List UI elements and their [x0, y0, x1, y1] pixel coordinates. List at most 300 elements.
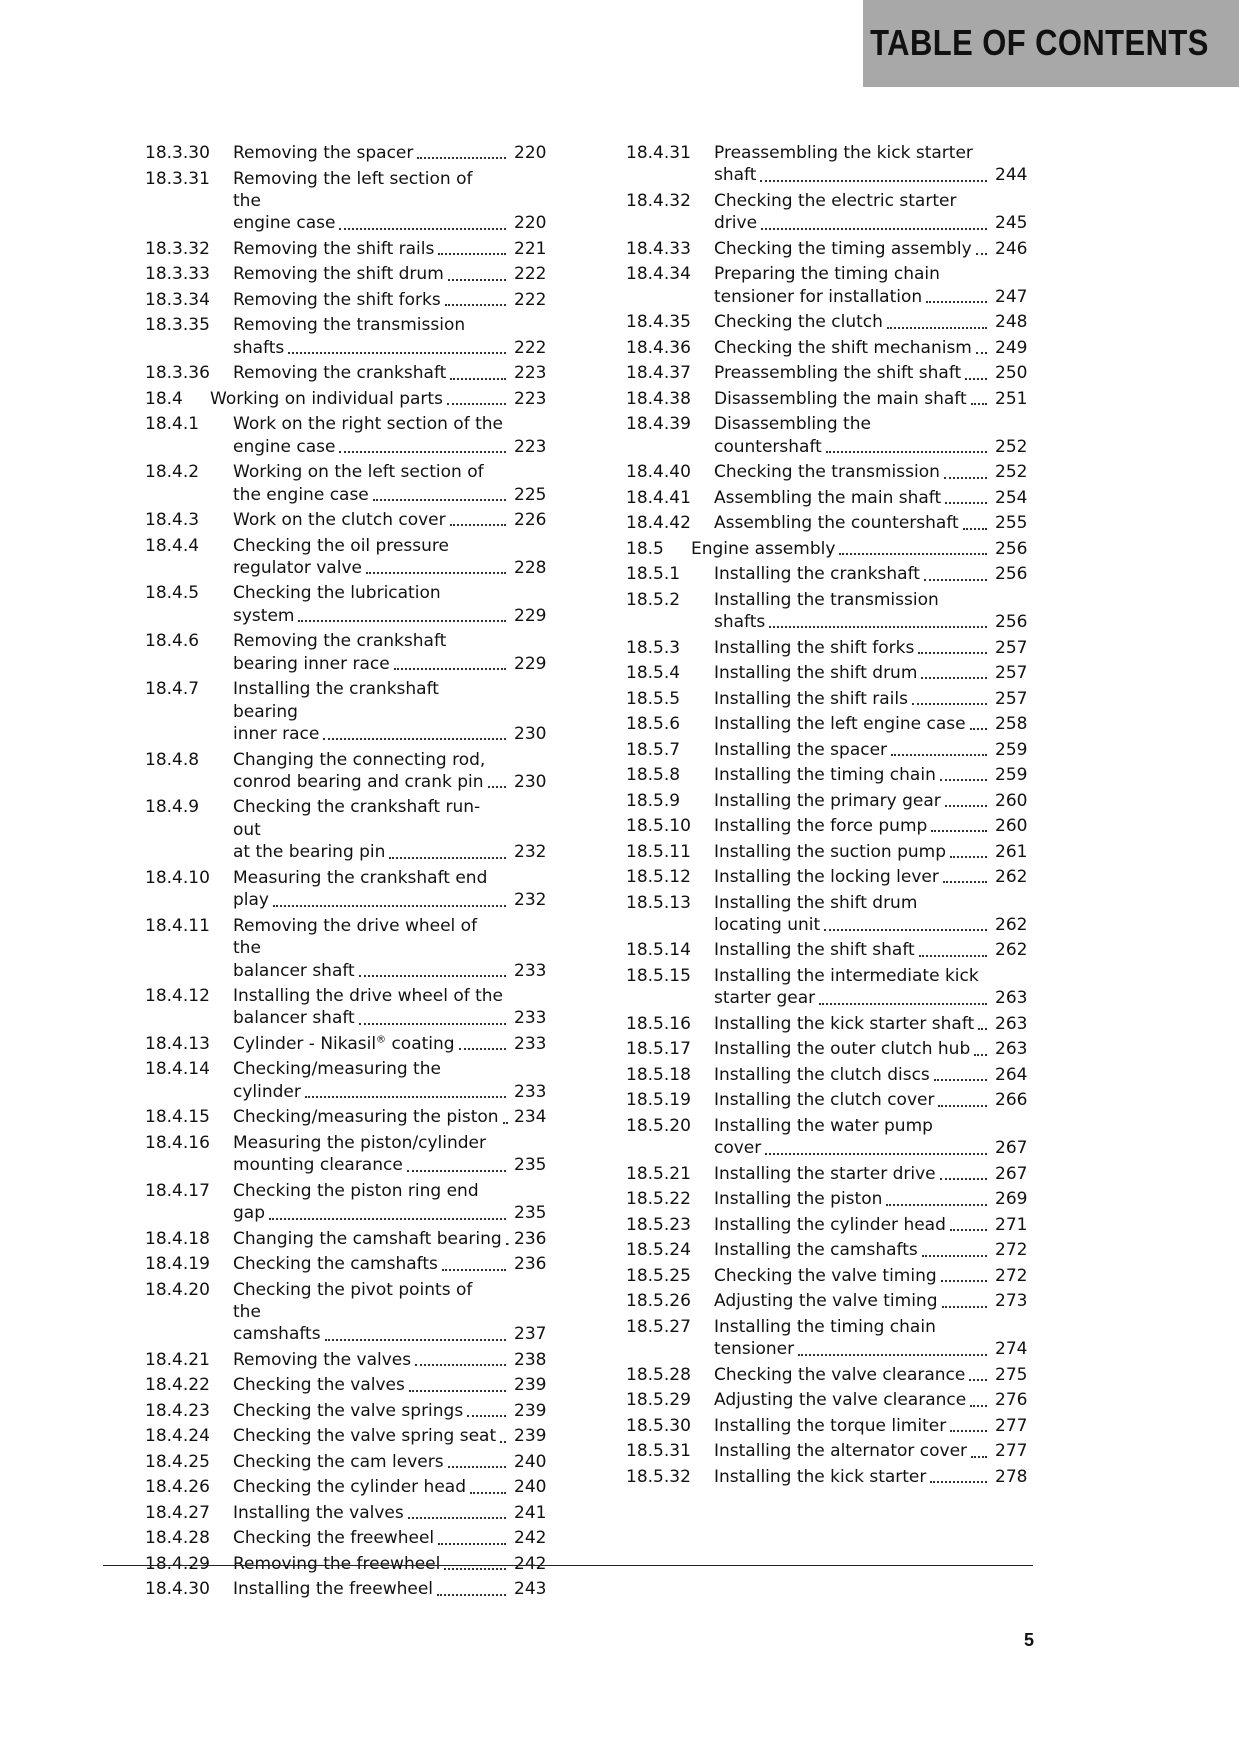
- toc-entry-number: 18.4.42: [626, 513, 691, 534]
- toc-entry-page: 238: [514, 1349, 547, 1370]
- toc-entry-number: 18.3.36: [145, 363, 210, 384]
- header-bar: [863, 0, 1239, 87]
- toc-entry-number: 18.4.10: [145, 867, 210, 888]
- toc-entry-number: 18.4.19: [145, 1254, 210, 1275]
- toc-entry-page: 267: [995, 1163, 1028, 1184]
- toc-entry-title: Removing the drive wheel of the balancer shaft: [233, 915, 478, 981]
- toc-entry[interactable]: [626, 1115, 1033, 1160]
- toc-entry[interactable]: [145, 289, 552, 311]
- toc-leader-dots: [943, 881, 987, 883]
- toc-entry-title: Preparing the timing chain tensioner for installation: [714, 264, 940, 307]
- toc-leader-dots: [931, 830, 987, 832]
- toc-entry-page: 276: [995, 1390, 1028, 1411]
- toc-entry-number: 18.5.18: [626, 1064, 691, 1085]
- toc-entry-number: 18.3.33: [145, 264, 210, 285]
- toc-entry-title: Checking the piston ring end gap: [233, 1180, 479, 1224]
- toc-leader-dots: [442, 1269, 506, 1271]
- toc-entry[interactable]: [626, 939, 1033, 961]
- toc-entry-title: Installing the timing chain: [714, 765, 936, 786]
- toc-entry[interactable]: [145, 1058, 552, 1103]
- toc-entry-page: 220: [514, 213, 547, 234]
- toc-entry-page: 222: [514, 264, 547, 285]
- toc-entry[interactable]: [626, 1013, 1033, 1035]
- toc-entry-page: 223: [514, 388, 547, 409]
- toc-entry[interactable]: [626, 965, 1033, 1010]
- toc-entry-title: Preassembling the kick starter shaft: [714, 143, 973, 186]
- toc-entry[interactable]: [145, 1279, 552, 1346]
- toc-entry-page: 232: [514, 842, 547, 863]
- toc-leader-dots: [922, 1255, 987, 1257]
- toc-entry-title: Checking the oil pressure regulator valve: [233, 535, 449, 578]
- toc-entry-title: Installing the locking lever: [714, 867, 939, 888]
- toc-entry-number: 18.4.14: [145, 1059, 210, 1080]
- toc-entry-page: 259: [995, 739, 1028, 760]
- toc-entry-title: Disassembling the main shaft: [714, 388, 967, 409]
- toc-entry-page: 261: [995, 841, 1028, 862]
- toc-entry[interactable]: [145, 461, 552, 506]
- toc-entry[interactable]: [145, 1400, 552, 1422]
- toc-entry-number: 18.4.22: [145, 1375, 210, 1396]
- toc-entry[interactable]: [626, 739, 1033, 761]
- toc-leader-dots: [298, 620, 506, 622]
- toc-leader-dots: [970, 728, 987, 730]
- toc-entry-page: 230: [514, 771, 547, 792]
- toc-entry[interactable]: [145, 142, 552, 164]
- toc-leader-dots: [450, 524, 506, 526]
- toc-entry[interactable]: [145, 582, 552, 627]
- toc-entry[interactable]: [145, 1132, 552, 1177]
- toc-leader-dots: [963, 528, 987, 530]
- toc-leader-dots: [447, 403, 506, 405]
- toc-entry-page: 260: [995, 790, 1028, 811]
- toc-entry[interactable]: [626, 1316, 1033, 1361]
- toc-entry-number: 18.4.39: [626, 414, 691, 435]
- toc-entry-number: 18.4.9: [145, 797, 200, 818]
- toc-entry-title: Installing the valves: [233, 1502, 404, 1523]
- toc-entry[interactable]: [626, 1389, 1033, 1411]
- toc-leader-dots: [971, 403, 987, 405]
- page-title: TABLE OF CONTENTS: [870, 22, 1209, 63]
- toc-entry-page: 274: [995, 1339, 1028, 1360]
- toc-entry-number: 18.4.26: [145, 1477, 210, 1498]
- toc-leader-dots: [887, 327, 987, 329]
- toc-entry-page: 239: [514, 1375, 547, 1396]
- toc-entry-page: 245: [995, 213, 1028, 234]
- toc-entry-number: 18.4.40: [626, 462, 691, 483]
- toc-entry[interactable]: [145, 1527, 552, 1549]
- toc-entry-title: Installing the kick starter: [714, 1466, 927, 1487]
- toc-entry[interactable]: [145, 1228, 552, 1250]
- toc-entry[interactable]: [145, 1106, 552, 1128]
- toc-entry-page: 277: [995, 1441, 1028, 1462]
- toc-leader-dots: [970, 1405, 987, 1407]
- toc-entry-number: 18.4.24: [145, 1426, 210, 1447]
- toc-entry[interactable]: [626, 1466, 1033, 1488]
- toc-leader-dots: [450, 378, 506, 380]
- toc-entry-title: Removing the crankshaft bearing inner race: [233, 631, 447, 674]
- toc-entry-page: 255: [995, 513, 1028, 534]
- toc-entry-page: 236: [514, 1254, 547, 1275]
- toc-leader-dots: [407, 1170, 506, 1172]
- toc-entry-title: Checking the valve timing: [714, 1265, 937, 1286]
- toc-entry[interactable]: [145, 1033, 552, 1055]
- toc-entry-page: 235: [514, 1203, 547, 1224]
- toc-entry-title: Checking the freewheel: [233, 1528, 435, 1549]
- toc-entry-page: 225: [514, 484, 547, 505]
- toc-entry[interactable]: [626, 1265, 1033, 1287]
- toc-entry-title: Installing the primary gear: [714, 790, 941, 811]
- toc-entry-page: 256: [995, 564, 1028, 585]
- toc-leader-dots: [950, 1430, 987, 1432]
- toc-leader-dots: [761, 228, 987, 230]
- toc-entry-title: Removing the shift drum: [233, 264, 444, 285]
- toc-entry-title: Checking/measuring the piston: [233, 1107, 499, 1128]
- toc-entry-page: 263: [995, 1039, 1028, 1060]
- toc-entry-number: 18.3.32: [145, 238, 210, 259]
- toc-leader-dots: [976, 253, 987, 255]
- toc-entry-number: 18.5.4: [626, 663, 681, 684]
- toc-leader-dots: [488, 786, 506, 788]
- toc-leader-dots: [323, 738, 506, 740]
- toc-entry-page: 250: [995, 363, 1028, 384]
- toc-leader-dots: [339, 451, 506, 453]
- toc-leader-dots: [930, 1481, 987, 1483]
- toc-leader-dots: [359, 975, 506, 977]
- toc-entry[interactable]: [145, 238, 552, 260]
- toc-entry-page: 235: [514, 1155, 547, 1176]
- toc-leader-dots: [305, 1096, 506, 1098]
- toc-entry[interactable]: [626, 142, 1033, 187]
- toc-leader-dots: [940, 1178, 987, 1180]
- toc-entry-title: Adjusting the valve timing: [714, 1291, 938, 1312]
- toc-entry-page: 256: [995, 612, 1028, 633]
- toc-entry-page: 243: [514, 1579, 547, 1600]
- toc-entry-page: 277: [995, 1415, 1028, 1436]
- toc-entry[interactable]: [626, 1364, 1033, 1386]
- toc-entry-title: Preassembling the shift shaft: [714, 363, 962, 384]
- toc-entry-title: Checking the clutch: [714, 312, 883, 333]
- toc-entry-number: 18.4.1: [145, 414, 200, 435]
- toc-entry-number: 18.5.14: [626, 940, 691, 961]
- toc-entry[interactable]: [626, 1440, 1033, 1462]
- toc-entry-number: 18.5.32: [626, 1466, 691, 1487]
- toc-entry-title: Changing the camshaft bearing: [233, 1228, 502, 1249]
- toc-entry-number: 18.4.35: [626, 312, 691, 333]
- toc-leader-dots: [438, 1543, 506, 1545]
- toc-entry-page: 237: [514, 1324, 547, 1345]
- toc-entry-number: 18.5.3: [626, 637, 681, 658]
- toc-entry[interactable]: [145, 749, 552, 794]
- toc-entry-title: Removing the left section of the engine case: [233, 168, 473, 234]
- toc-entry-page: 223: [514, 436, 547, 457]
- toc-leader-dots: [366, 572, 506, 574]
- toc-entry[interactable]: [145, 263, 552, 285]
- toc-entry-number: 18.4.23: [145, 1400, 210, 1421]
- toc-entry[interactable]: [145, 1578, 552, 1600]
- toc-entry[interactable]: [626, 190, 1033, 235]
- toc-entry-page: 271: [995, 1214, 1028, 1235]
- toc-leader-dots: [444, 1568, 506, 1570]
- toc-entry-page: 273: [995, 1291, 1028, 1312]
- toc-entry-number: 18.4.16: [145, 1132, 210, 1153]
- toc-entry-number: 18.4.3: [145, 510, 200, 531]
- toc-entry[interactable]: [626, 790, 1033, 812]
- toc-entry[interactable]: [626, 1239, 1033, 1261]
- toc-entry-page: 234: [514, 1107, 547, 1128]
- toc-entry[interactable]: [626, 337, 1033, 359]
- toc-entry[interactable]: [626, 1188, 1033, 1210]
- toc-entry-number: 18.5.17: [626, 1039, 691, 1060]
- toc-entry-page: 267: [995, 1138, 1028, 1159]
- toc-leader-dots: [437, 1594, 506, 1596]
- toc-entry[interactable]: [626, 637, 1033, 659]
- toc-entry-page: 226: [514, 510, 547, 531]
- toc-entry[interactable]: [145, 1374, 552, 1396]
- toc-entry[interactable]: [626, 1089, 1033, 1111]
- toc-leader-dots: [467, 1415, 506, 1417]
- toc-entry-page: 248: [995, 312, 1028, 333]
- toc-leader-dots: [760, 180, 987, 182]
- toc-entry[interactable]: [626, 841, 1033, 863]
- toc-entry-page: 262: [995, 940, 1028, 961]
- toc-entry-title: Installing the spacer: [714, 739, 888, 760]
- toc-entry-number: 18.5.20: [626, 1115, 691, 1136]
- toc-entry-title: Installing the clutch cover: [714, 1090, 935, 1111]
- toc-leader-dots: [824, 929, 987, 931]
- toc-entry[interactable]: [145, 314, 552, 359]
- toc-entry-number: 18.4.37: [626, 363, 691, 384]
- toc-entry[interactable]: [626, 487, 1033, 509]
- toc-entry[interactable]: [626, 688, 1033, 710]
- toc-entry[interactable]: [145, 796, 552, 863]
- toc-entry[interactable]: [145, 413, 552, 458]
- toc-entry-title: Installing the clutch discs: [714, 1064, 930, 1085]
- toc-entry-title: Installing the shift shaft: [714, 940, 915, 961]
- toc-entry-page: 242: [514, 1553, 547, 1574]
- toc-entry-number: 18.5.5: [626, 688, 681, 709]
- toc-entry-number: 18.5.30: [626, 1415, 691, 1436]
- toc-entry[interactable]: [145, 168, 552, 235]
- toc-entry[interactable]: [626, 866, 1033, 888]
- toc-entry-title: Checking the cylinder head: [233, 1477, 467, 1498]
- toc-entry[interactable]: [145, 509, 552, 531]
- toc-entry[interactable]: [626, 1064, 1033, 1086]
- toc-entry[interactable]: [626, 1214, 1033, 1236]
- toc-leader-dots: [373, 499, 506, 501]
- toc-entry[interactable]: [626, 388, 1033, 410]
- toc-leader-dots: [359, 1023, 506, 1025]
- toc-entry-number: 18.4.8: [145, 749, 200, 770]
- toc-entry[interactable]: [626, 238, 1033, 260]
- toc-entry-number: 18.4.30: [145, 1579, 210, 1600]
- toc-entry[interactable]: [145, 1476, 552, 1498]
- toc-entry-page: 269: [995, 1189, 1028, 1210]
- toc-entry-page: 262: [995, 914, 1028, 935]
- toc-entry[interactable]: [145, 1349, 552, 1371]
- toc-leader-dots: [971, 1456, 987, 1458]
- toc-entry-title: Installing the crankshaft: [714, 564, 920, 585]
- toc-entry-number: 18.4.29: [145, 1553, 210, 1574]
- toc-entry[interactable]: [626, 662, 1033, 684]
- toc-entry[interactable]: [626, 815, 1033, 837]
- toc-entry-page: 258: [995, 714, 1028, 735]
- toc-leader-dots: [950, 856, 987, 858]
- toc-entry[interactable]: [145, 915, 552, 982]
- toc-entry-number: 18.4: [145, 388, 183, 409]
- toc-entry-page: 220: [514, 143, 547, 163]
- toc-entry-number: 18.5.26: [626, 1291, 691, 1312]
- toc-entry-title: Checking the lubrication system: [233, 583, 441, 626]
- toc-leader-dots: [941, 1280, 987, 1282]
- toc-entry-number: 18.5.2: [626, 589, 681, 610]
- toc-entry[interactable]: [145, 630, 552, 675]
- toc-entry-title: Checking the crankshaft run-out at the bearing pin: [233, 797, 481, 863]
- toc-entry[interactable]: [626, 764, 1033, 786]
- toc-entry[interactable]: [626, 311, 1033, 333]
- toc-entry-page: 259: [995, 765, 1028, 786]
- toc-entry[interactable]: [145, 535, 552, 580]
- toc-entry-page: 256: [995, 538, 1028, 559]
- toc-entry-number: 18.4.11: [145, 915, 210, 936]
- toc-entry[interactable]: [626, 1415, 1033, 1437]
- toc-entry-title: Checking the valve spring seat: [233, 1426, 497, 1447]
- toc-entry-number: 18.4.27: [145, 1502, 210, 1523]
- toc-entry-page: 240: [514, 1451, 547, 1472]
- toc-entry[interactable]: [626, 1163, 1033, 1185]
- toc-entry[interactable]: [626, 563, 1033, 585]
- toc-entry-number: 18.4.21: [145, 1349, 210, 1370]
- toc-entry-title: Checking the electric starter drive: [714, 190, 957, 234]
- toc-entry-number: 18.4.31: [626, 143, 691, 163]
- toc-entry-number: 18.5.8: [626, 765, 681, 786]
- toc-entry-page: 233: [514, 960, 547, 981]
- toc-entry[interactable]: [145, 867, 552, 912]
- toc-entry-page: 233: [514, 1008, 547, 1029]
- toc-entry[interactable]: [145, 1253, 552, 1275]
- toc-entry-number: 18.4.38: [626, 388, 691, 409]
- toc-entry-page: 263: [995, 988, 1028, 1009]
- toc-entry-title: Installing the force pump: [714, 816, 928, 837]
- toc-leader-dots: [938, 1105, 987, 1107]
- toc-leader-dots: [886, 1204, 987, 1206]
- toc-entry-title: Installing the timing chain tensioner: [714, 1316, 936, 1360]
- toc-entry-number: 18.5.19: [626, 1090, 691, 1111]
- toc-entry-page: 254: [995, 487, 1028, 508]
- toc-leader-dots: [470, 1492, 506, 1494]
- toc-leader-dots: [448, 1466, 506, 1468]
- toc-entry[interactable]: [626, 1038, 1033, 1060]
- toc-entry-title: Removing the shift rails: [233, 238, 435, 259]
- toc-entry-number: 18.5.22: [626, 1189, 691, 1210]
- toc-entry[interactable]: [626, 512, 1033, 534]
- toc-entry-title: Working on the left section of the engine case: [233, 462, 484, 505]
- toc-column-right: [626, 142, 1033, 1491]
- toc-entry-number: 18.4.25: [145, 1451, 210, 1472]
- toc-entry[interactable]: [145, 362, 552, 384]
- toc-leader-dots: [769, 626, 987, 628]
- toc-entry-title: Installing the shift rails: [714, 688, 908, 709]
- toc-leader-dots: [269, 1218, 506, 1220]
- toc-entry-title: Installing the cylinder head: [714, 1214, 946, 1235]
- toc-leader-dots: [288, 352, 506, 354]
- toc-entry[interactable]: [145, 1451, 552, 1473]
- toc-entry-title: Installing the shift drum: [714, 663, 918, 684]
- toc-entry-number: 18.5.25: [626, 1265, 691, 1286]
- toc-entry-page: 233: [514, 1081, 547, 1102]
- toc-entry-number: 18.4.33: [626, 238, 691, 259]
- toc-entry-number: 18.4.28: [145, 1528, 210, 1549]
- page-number: 5: [1023, 1630, 1034, 1650]
- toc-entry-number: 18.5.15: [626, 965, 691, 986]
- toc-entry-number: 18.5.10: [626, 816, 691, 837]
- toc-entry-title: Working on individual parts: [210, 388, 443, 409]
- toc-entry[interactable]: [626, 1290, 1033, 1312]
- toc-leader-dots: [394, 668, 506, 670]
- toc-entry-number: 18.3.31: [145, 168, 210, 189]
- toc-entry[interactable]: [626, 589, 1033, 634]
- toc-entry-page: 242: [514, 1528, 547, 1549]
- toc-entry[interactable]: [145, 388, 552, 410]
- toc-entry[interactable]: [626, 413, 1033, 458]
- toc-entry-title: Disassembling the countershaft: [714, 414, 871, 457]
- toc-entry[interactable]: [145, 1425, 552, 1447]
- toc-leader-dots: [415, 1364, 506, 1366]
- toc-entry-title: Assembling the main shaft: [714, 487, 942, 508]
- toc-leader-dots: [924, 579, 987, 581]
- toc-leader-dots: [503, 1122, 506, 1124]
- toc-entry[interactable]: [626, 538, 1033, 560]
- toc-entry[interactable]: [626, 713, 1033, 735]
- toc-entry-number: 18.5.23: [626, 1214, 691, 1235]
- toc-leader-dots: [839, 553, 987, 555]
- toc-entry[interactable]: [145, 985, 552, 1030]
- toc-leader-dots: [944, 477, 987, 479]
- toc-entry[interactable]: [626, 362, 1033, 384]
- toc-entry-title: Installing the torque limiter: [714, 1415, 947, 1436]
- toc-leader-dots: [940, 779, 987, 781]
- toc-entry-page: 257: [995, 663, 1028, 684]
- toc-entry-page: 257: [995, 688, 1028, 709]
- toc-entry-number: 18.5.13: [626, 892, 691, 913]
- toc-entry-title: Work on the right section of the engine case: [233, 414, 503, 457]
- toc-leader-dots: [965, 378, 987, 380]
- toc-entry-title: Checking the valves: [233, 1375, 405, 1396]
- toc-entry-number: 18.5.31: [626, 1441, 691, 1462]
- toc-leader-dots: [826, 451, 987, 453]
- toc-entry[interactable]: [626, 461, 1033, 483]
- toc-entry[interactable]: [145, 1502, 552, 1524]
- toc-leader-dots: [273, 905, 506, 907]
- toc-leader-dots: [765, 1153, 987, 1155]
- toc-leader-dots: [445, 304, 506, 306]
- toc-entry-page: 272: [995, 1265, 1028, 1286]
- toc-leader-dots: [934, 1079, 987, 1081]
- registered-mark: ®: [376, 1034, 387, 1046]
- toc-entry-number: 18.4.12: [145, 986, 210, 1006]
- toc-entry-number: 18.4.7: [145, 679, 200, 700]
- toc-entry-page: 263: [995, 1013, 1028, 1034]
- footer-rule: [103, 1565, 1033, 1566]
- toc-entry[interactable]: [145, 1180, 552, 1225]
- toc-entry[interactable]: [626, 263, 1033, 308]
- toc-entry-number: 18.3.30: [145, 143, 210, 163]
- toc-leader-dots: [918, 652, 987, 654]
- toc-leader-dots: [976, 352, 987, 354]
- toc-entry[interactable]: [145, 678, 552, 745]
- toc-entry-page: 239: [514, 1426, 547, 1447]
- toc-entry[interactable]: [626, 892, 1033, 937]
- toc-entry-title: Installing the drive wheel of the balancer shaft: [233, 986, 504, 1029]
